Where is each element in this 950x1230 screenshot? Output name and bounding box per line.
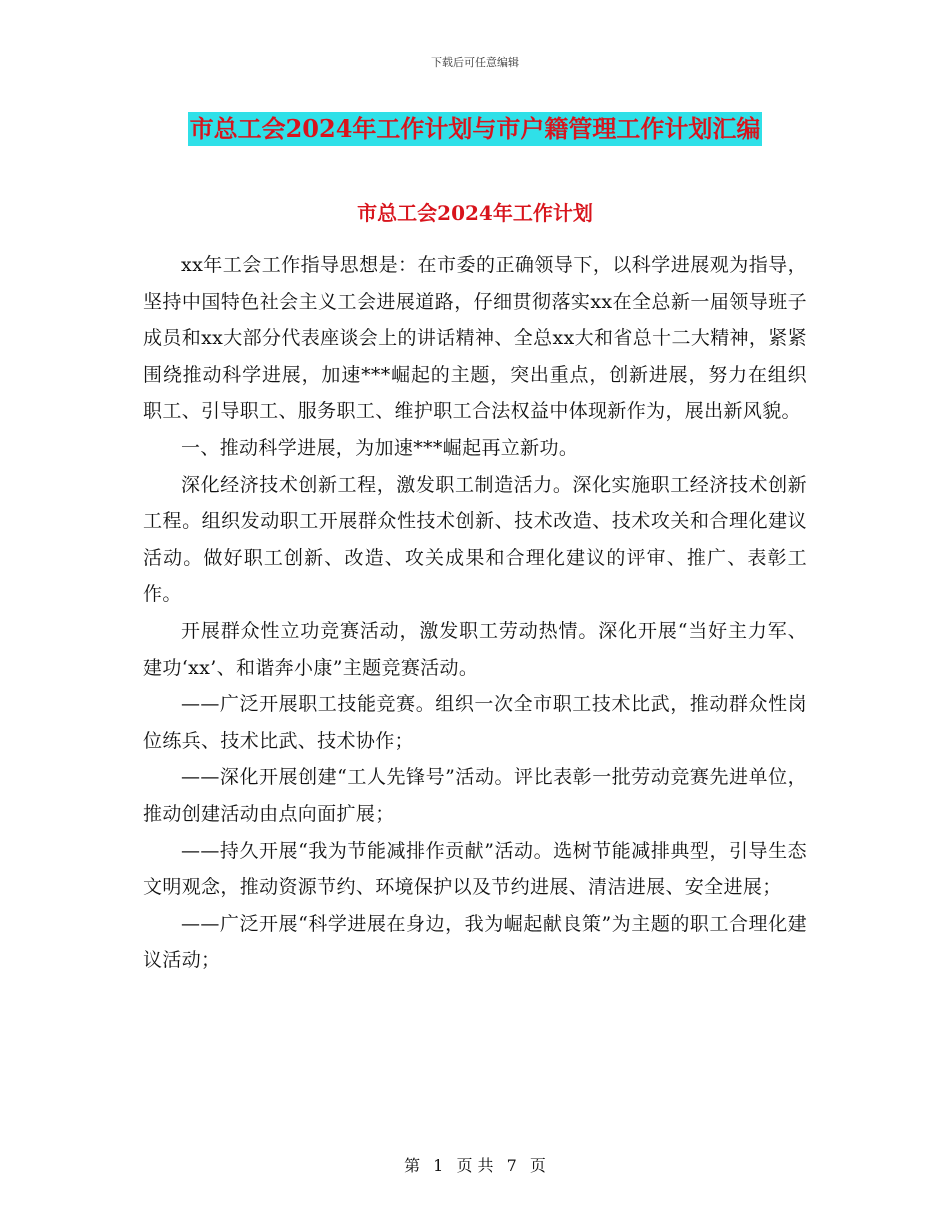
footer-suffix: 页: [529, 1156, 546, 1175]
paragraph-innovation-project: 深化经济技术创新工程，激发职工制造活力。深化实施职工经济技术创新工程。组织发动职工开展群众性技术创新、技术改造、技术攻关和合理化建议活动。做好职工创新、改造、攻关成果和合理化建议的评审、推广、表彰工作。: [143, 473, 807, 606]
paragraph-rationalization-proposals: ——广泛开展“科学进展在身边，我为崛起献良策”为主题的职工合理化建议活动；: [143, 912, 807, 972]
paragraph-skills-competition: ——广泛开展职工技能竞赛。组织一次全市职工技术比武，推动群众性岗位练兵、技术比武、技术协作；: [143, 693, 807, 752]
paragraph-pioneer-activity: ——深化开展创建“工人先锋号”活动。评比表彰一批劳动竞赛先进单位，推动创建活动由点向面扩展；: [143, 766, 807, 825]
footer-middle: 页 共: [456, 1156, 494, 1175]
footer-page-number: 1: [433, 1156, 444, 1175]
page-footer: [0, 1153, 950, 1176]
paragraph-energy-saving: ——持久开展“我为节能减排作贡献”活动。选树节能减排典型，引导生态文明观念，推动资源节约、环境保护以及节约进展、清洁进展、安全进展；: [143, 839, 807, 899]
paragraph-guiding-ideology: xx年工会工作指导思想是：在市委的正确领导下，以科学进展观为指导，坚持中国特色社会主义工会进展道路，仔细贯彻落实xx在全总新一届领导班子成员和xx大部分代表座谈会上的讲话精神、全总xx大和省总十二大精神，紧紧围绕推动科学进展，加速***崛起的主题，突出重点，创新进展，努力在组织职工、引导职工、服务职工、维护职工合法权益中体现新作为，展出新风貌。: [143, 254, 807, 423]
footer-total-pages: 7: [506, 1156, 517, 1175]
main-title-wrap: [0, 112, 950, 146]
header-note: 下载后可任意编辑: [431, 56, 519, 69]
paragraph-competition-activities: 开展群众性立功竞赛活动，激发职工劳动热情。深化开展“当好主力军、建功‘xx’、和谐奔小康”主题竞赛活动。: [143, 619, 807, 679]
paragraph-section-one-heading: 一、推动科学进展，为加速***崛起再立新功。: [181, 436, 579, 459]
section-title: 市总工会2024年工作计划: [357, 201, 593, 225]
main-title: 市总工会2024年工作计划与市户籍管理工作计划汇编: [188, 112, 763, 146]
footer-prefix: 第: [404, 1156, 421, 1175]
document-body: [143, 247, 807, 979]
